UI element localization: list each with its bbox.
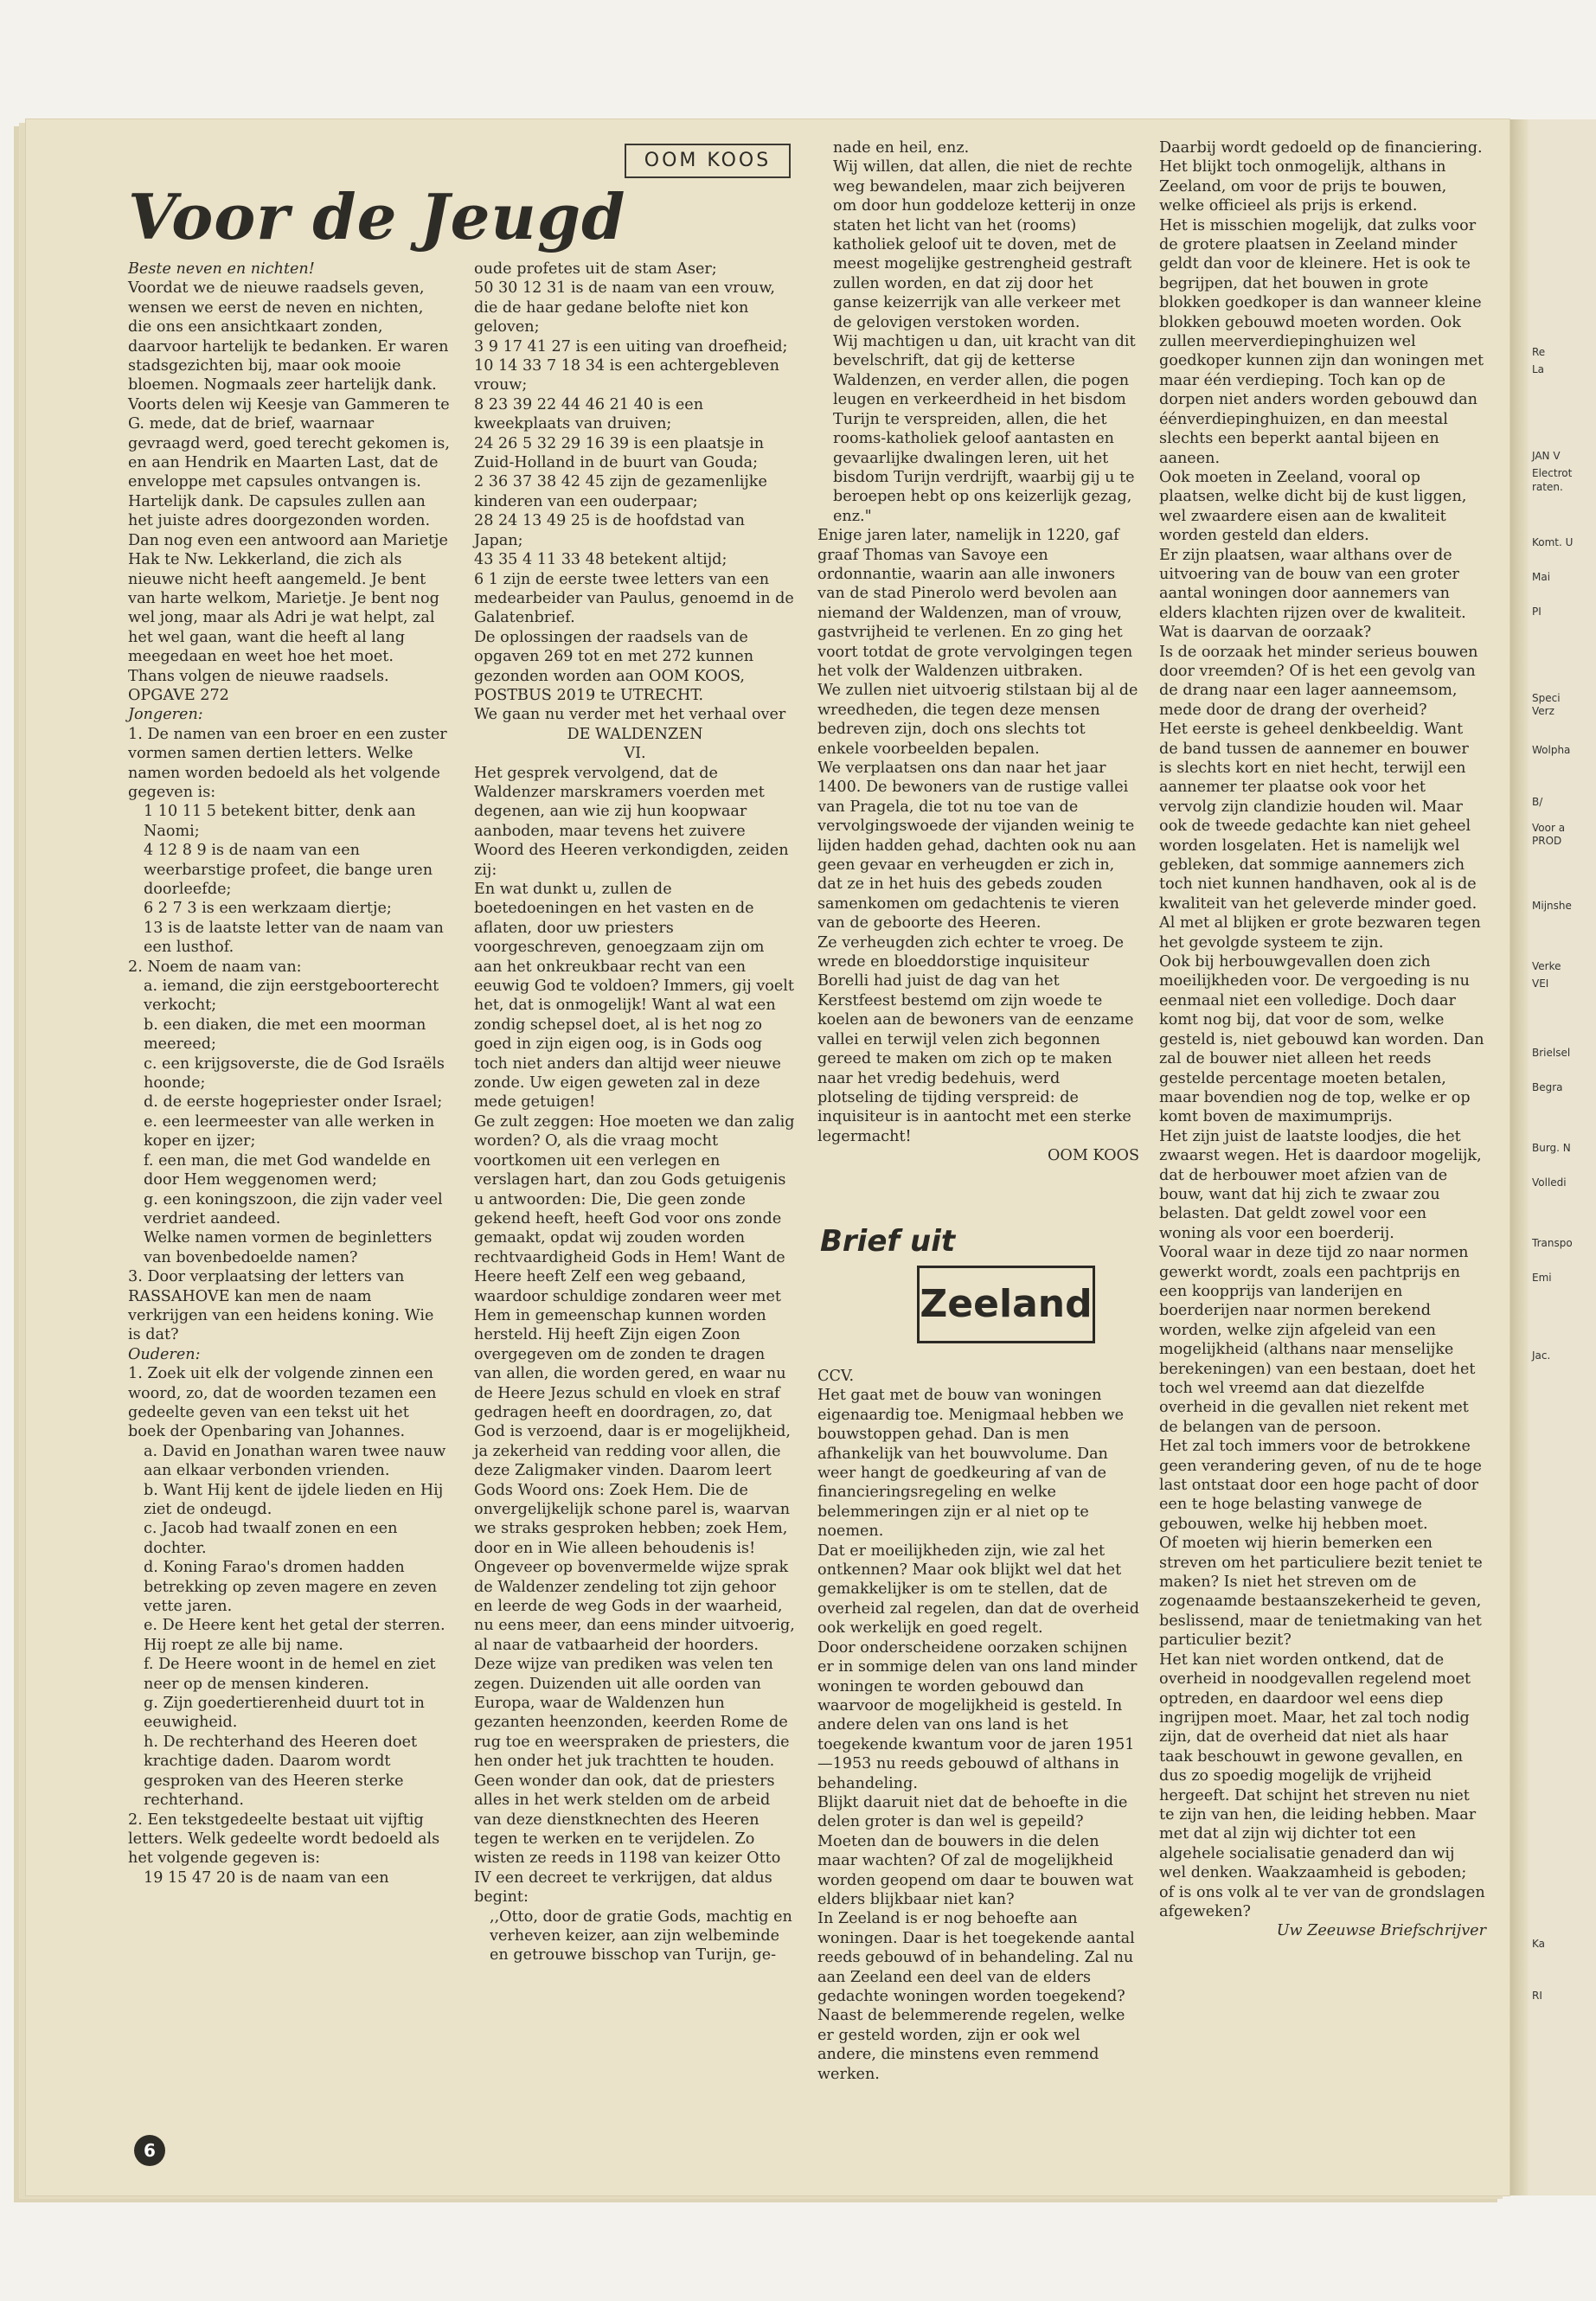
- paragraph: 2 36 37 38 42 45 zijn de gezamenlijke kinderen van een ouderpaar;: [474, 473, 767, 510]
- page-title: Voor de Jeugd: [128, 180, 626, 253]
- paragraph: b. een diaken, die met een moorman meereed;: [144, 1016, 426, 1054]
- paragraph: 6 1 zijn de eerste twee letters van een medearbeider van Paulus, genoemd in de Galatenbrief.: [474, 570, 794, 627]
- paragraph: d. Koning Farao's dromen hadden betrekking op zeven magere en zeven vette jaren.: [144, 1559, 438, 1616]
- paragraph: 1. De namen van een broer en een zuster vormen samen dertien letters. Welke namen worden bedoeld als het volgende gegeven is:: [128, 725, 447, 801]
- paragraph: We gaan nu verder met het verhaal over: [474, 706, 786, 724]
- paragraph: b. Want Hij kent de ijdele lieden en Hij ziet de ondeugd.: [144, 1481, 444, 1518]
- next-page-fragment: B/: [1532, 796, 1543, 808]
- paragraph: Voorts delen wij Keesje van Gammeren te G. mede, dat de brief, waarnaar gevraagd werd, goed terecht gekomen is, en aan Hendrik en Maarten Last, dat de enveloppe met capsules ontvangen is. Hartelijk dank. De capsules zullen aan het juiste adres doorgezonden worden.: [128, 395, 450, 530]
- paragraph: Blijkt daaruit niet dat de behoefte in die delen groter is dan wel is gepeild? Moeten dan de bouwers in die delen maar wachten? Of zal de mogelijkheid worden geopend om daar te bouwen wat elders blijkbaar niet kan?: [817, 1793, 1134, 1908]
- column-2: [474, 260, 796, 1965]
- paragraph: Het gesprek vervolgend, dat de Waldenzer marskramers voerden met degenen, aan wie zij hun koopwaar aanboden, maar tevens het zuivere Woord des Heeren verkondigden, zeiden zij:: [474, 764, 789, 879]
- brief-uit-heading: Brief uit: [820, 1224, 956, 1259]
- paragraph: We zullen niet uitvoerig stilstaan bij al de wreedheden, die tegen deze mensen bedreven zijn, doch ons slechts tot enkele voorbeelden bepalen.: [817, 682, 1138, 758]
- next-page-fragment: Mijnshe: [1532, 900, 1572, 912]
- adjacent-page-strip: [1529, 119, 1596, 2195]
- paragraph: Vooral waar in deze tijd zo naar normen gewerkt wordt, zoals een pachtprijs en een koopprijs van landerijen en boerderijen naar normen berekend worden, welke zijn afgeleid van een mogelijkheid (althans naar menselijke berekeningen) van een bestaan, doet het toch wel vreemd aan dat diezelfde overheid in die gevallen niet rekent met de belangen van de persoon.: [1159, 1244, 1476, 1436]
- next-page-fragment: PI: [1532, 606, 1542, 618]
- paragraph: 6 2 7 3 is een werkzaam diertje;: [144, 900, 392, 918]
- paragraph: Ge zult zeggen: Hoe moeten we dan zalig worden? O, als die vraag mocht voortkomen uit een verlegen en verslagen hart, dan zou Gods getuigenis u antwoorden: Die, Die geen zonde gekend heeft, heeft God voor ons zonde gemaakt, opdat wij zouden worden rechtvaardigheid Gods in Hem! Want de Heere heeft Zelf een weg gebaand, waardoor schuldige zondaren weer met Hem in gemeenschap kunnen worden hersteld. Hij heeft Zijn eigen Zoon overgegeven om de zonden te dragen van allen, die worden gered, en waar nu de Heere Jezus schuld en vloek en straf gedragen heeft en doordragen, zo, dat God is verzoend, daar is er mogelijkheid, ja zekerheid van redding voor allen, die deze Zaligmaker vinden. Daarom leert Gods Woord ons: Zoek Hem. Die de onvergelijkelijk schone parel is, waarvan we straks gesproken hebben; zoek Hem, door en in Wie alleen behoudenis is!: [474, 1112, 795, 1557]
- paragraph: Ook moeten in Zeeland, vooral op plaatsen, welke dicht bij de kust liggen, wel zwaardere eisen aan de kwaliteit worden gesteld dan elders.: [1159, 468, 1467, 545]
- paragraph: 1. Zoek uit elk der volgende zinnen een woord, zo, dat de woorden tezamen een gedeelte geven van een tekst uit het boek der Openbaring van Johannes.: [128, 1365, 437, 1441]
- paragraph: nade en heil, enz.: [833, 139, 970, 157]
- paragraph: We verplaatsen ons dan naar het jaar 1400. De bewoners van de rustige vallei van Pragela, die tot nu toe van de vervolgingswoede der vijanden weinig te lijden hadden gehad, dachten ook nu aan geen gevaar en verheugden er zich in, dat ze in het huis des gebeds zouden samenkomen om gedachtenis te vieren van de geboorte des Heeren.: [817, 760, 1137, 933]
- paragraph: f. De Heere woont in de hemel en ziet neer op de mensen kinderen.: [144, 1656, 436, 1693]
- paragraph: En wat dunkt u, zullen de boetedoeningen en het vasten en de aflaten, door uw priesters voorgeschreven, genoegzaam zijn om aan het onkreukbaar recht van een eeuwig God te voldoen? Immers, gij voelt het, dat is onmogelijk! Want al wat een zondig schepsel doet, al is het nog zo goed in zijn eigen oog, is in Gods oog toch niet anders dan altijd weer nieuwe zonde. Uw eigen geweten zal in deze mede getuigen!: [474, 881, 794, 1112]
- paragraph: In Zeeland is er nog behoefte aan woningen. Daar is het toegekende aantal reeds gebouwd of in behandeling. Zal nu aan Zeeland een deel van de elders gedachte woningen worden toegekend? Naast de belemmerende regelen, welke er gesteld worden, zijn er ook wel andere, die minstens even remmend werken.: [817, 1910, 1135, 2083]
- oom-koos-header-box: OOM KOOS: [625, 144, 791, 178]
- paragraph: 43 35 4 11 33 48 betekent altijd;: [474, 551, 727, 569]
- next-page-fragment: Komt. U: [1532, 536, 1574, 548]
- paragraph: d. de eerste hogepriester onder Israel;: [144, 1093, 443, 1112]
- paragraph: e. een leermeester van alle werken in koper en ijzer;: [144, 1112, 435, 1150]
- paragraph: De oplossingen der raadsels van de opgaven 269 tot en met 272 kunnen gezonden worden aan OOM KOOS, POSTBUS 2019 te UTRECHT.: [474, 628, 754, 704]
- next-page-fragment: Voor a: [1532, 822, 1566, 834]
- next-page-fragment: Begra: [1532, 1081, 1563, 1093]
- next-page-fragment: RI: [1532, 1990, 1542, 2002]
- zeeland-heading-box: Zeeland: [917, 1266, 1095, 1343]
- paragraph: Of moeten wij hierin bemerken een streven om het particuliere bezit teniet te maken? Is niet het streven om de zogenaamde bestaanszekerheid te geven, beslissend, maar de tenietmaking van het particulier bezit?: [1159, 1535, 1483, 1650]
- paragraph: CCV.: [817, 1368, 855, 1385]
- paragraph: Jongeren:: [128, 706, 203, 724]
- paragraph: Is de oorzaak het minder serieus bouwen door vreemden? Of is het een gevolg van de drang naar een lager aanneemsom, mede door de drang der overheid?: [1159, 643, 1478, 719]
- paragraph: VI.: [624, 745, 646, 763]
- paragraph: Het zijn juist de laatste loodjes, die het zwaarst wegen. Het is daardoor mogelijk, dat de herbouwer moet afzien van de bouw, want dat hij zich te zwaar zou belasten. Dat geldt zowel voor een woning als voor een boerderij.: [1159, 1127, 1482, 1242]
- paragraph: g. Zijn goedertierenheid duurt tot in eeuwigheid.: [144, 1695, 425, 1732]
- paragraph: Dat er moeilijkheden zijn, wie zal het ontkennen? Maar ook blijkt wel dat het gemakkelijker is om te stellen, dat de overheid zal regelen, dan dat de overheid ook werkelijk en goed regelt.: [817, 1541, 1139, 1638]
- paragraph: 3. Door verplaatsing der letters van RASSAHOVE kan men de naam verkrijgen van een heidens koning. Wie is dat?: [128, 1268, 434, 1344]
- paragraph: c. Jacob had twaalf zonen en een dochter.: [144, 1520, 398, 1557]
- next-page-fragment: PROD: [1532, 835, 1562, 847]
- paragraph: Door onderscheidene oorzaken schijnen er in sommige delen van ons land minder woningen te worden gebouwd dan waarvoor de mogelijkheid is gesteld. In andere delen van ons land is het toegekende kwantum voor de jaren 1951—1953 nu reeds gebouwd of althans in behandeling.: [817, 1638, 1138, 1792]
- paragraph: OPGAVE 272: [128, 686, 229, 704]
- next-page-fragment: VEI: [1532, 977, 1549, 990]
- next-page-fragment: La: [1532, 363, 1545, 375]
- paragraph: 50 30 12 31 is de naam van een vrouw, die de haar gedane belofte niet kon geloven;: [474, 279, 775, 336]
- paragraph: Er zijn plaatsen, waar althans over de uitvoering van de bouw van een groter aantal woningen door aannemers van elders klachten rijzen over de kwaliteit. Wat is daarvan de oorzaak?: [1159, 546, 1466, 642]
- next-page-fragment: Jac.: [1532, 1349, 1551, 1362]
- next-page-fragment: raten.: [1532, 481, 1563, 493]
- paragraph: Voordat we de nieuwe raadsels geven, wensen we eerst de neven en nichten, die ons een ansichtkaart zonden, daarvoor hartelijk te bedanken. Er waren stadsgezichten bij, maar ook mooie bloemen. Nogmaals zeer hartelijk dank.: [128, 279, 449, 394]
- paragraph: Ongeveer op bovenvermelde wijze sprak de Waldenzer zendeling tot zijn gehoor en leerde de weg Gods in der waarheid, nu eens meer, dan eens minder uitvoerig, al naar de vatbaarheid der hoorders. Deze wijze van prediken was velen ten zegen. Duizenden uit alle oorden van Europa, waar de Waldenzen hun gezanten heenzonden, keerden Rome de rug toe en weerspraken de priesters, die hen onder het juk trachtten te houden.: [474, 1559, 795, 1771]
- paragraph: Welke namen vormen de beginletters van bovenbedoelde namen?: [144, 1229, 433, 1266]
- next-page-fragment: Burg. N: [1532, 1142, 1571, 1154]
- paragraph: Het eerste is geheel denkbeeldig. Want de band tussen de aannemer en bouwer is slechts kort en niet hecht, terwijl een aannemer ter plaatse ook voor het vervolg zijn clandizie houden wil. Maar ook de tweede gedachte kan niet geheel worden losgelaten. Het is namelijk wel gebleken, dat sommige aannemers zich toch niet kunnen handhaven, ook al is de kwaliteit van het geleverde minder goed.: [1159, 721, 1477, 913]
- paragraph: Ook bij herbouwgevallen doen zich moeilijkheden voor. De vergoeding is nu eenmaal niet een volledige. Doch daar komt nog bij, dat voor de som, welke gesteld is, niet gebouwd kan worden. Dan zal de bouwer niet alleen het reeds gestelde percentage moeten betalen, maar bovendien nog de top, welke er op komt boven de maximumprijs.: [1159, 953, 1484, 1126]
- paragraph: Al met al blijken er grote bezwaren tegen het gevolgde systeem te zijn.: [1159, 914, 1481, 952]
- paragraph: 13 is de laatste letter van de naam van een lusthof.: [144, 919, 444, 957]
- next-page-fragment: Volledi: [1532, 1176, 1567, 1189]
- paragraph: Wij machtigen u dan, uit kracht van dit bevelschrift, dat gij de ketterse Waldenzen, en verder allen, die pogen leugen en verkeerdheid in het bisdom Turijn te verspreiden, allen, die het rooms-katholiek geloof aantasten en gevaarlijke dwalingen leren, uit het bisdom Turijn verdrijft, waarbij gij u te beroepen hebt op ons keizerlijk gezag, enz.": [833, 333, 1136, 525]
- column-4: [1159, 138, 1486, 1941]
- paragraph: Het zal toch immers voor de betrokkene geen verandering geven, of nu de te hoge last ontstaat door een hoge pacht of door een te hoge belasting vanwege de gebouwen, welke hij hebben moet.: [1159, 1438, 1482, 1533]
- paragraph: Ze verheugden zich echter te vroeg. De wrede en bloeddorstige inquisiteur Borelli had juist de dag van het Kerstfeest bestemd om zijn woede te koelen aan de bewoners van de eenzame vallei en terwijl velen zich begonnen gereed te maken om zich op te maken naar het vredig bedehuis, werd plotseling de tijding verspreid: de inquisiteur is in aantocht met een sterke legermacht!: [817, 933, 1134, 1145]
- next-page-fragment: Verz: [1532, 705, 1554, 717]
- paragraph: 19 15 47 20 is de naam van een: [144, 1868, 389, 1887]
- paragraph: DE WALDENZEN: [567, 725, 703, 743]
- paragraph: 3 9 17 41 27 is een uiting van droefheid;: [474, 337, 788, 356]
- page-edge: [1509, 119, 1529, 2195]
- paragraph: 4 12 8 9 is de naam van een weerbarstige profeet, die bange uren doorleefde;: [144, 842, 433, 898]
- paragraph: e. De Heere kent het getal der sterren. Hij roept ze alle bij name.: [144, 1617, 445, 1654]
- paragraph: 8 23 39 22 44 46 21 40 is een kweekplaats van druiven;: [474, 395, 704, 433]
- next-page-fragment: Speci: [1532, 692, 1561, 704]
- column-3: [817, 138, 1139, 1166]
- paragraph: 24 26 5 32 29 16 39 is een plaatsje in Zuid-Holland in de buurt van Gouda;: [474, 434, 765, 472]
- paragraph: Daarbij wordt gedoeld op de financiering. Het blijkt toch onmogelijk, althans in Zeeland, om voor de prijs te bouwen, welke officieel als prijs is erkend.: [1159, 139, 1483, 215]
- paragraph: 28 24 13 49 25 is de hoofdstad van Japan;: [474, 512, 745, 549]
- next-page-fragment: Ka: [1532, 1938, 1546, 1950]
- paragraph: Het is misschien mogelijk, dat zulks voor de grotere plaatsen in Zeeland minder geldt dan voor de kleinere. Het is ook te begrijpen, dat het bouwen in grote blokken goedkoper is dan wanneer kleine blokken gebouwd moeten worden. Ook zullen meerverdiepinghuizen wel goedkoper kunnen zijn dan woningen met maar één verdieping. Toch kan op de dorpen niet anders worden gebouwd dan éénverdiepinghuizen, en dan meestal slechts een beperkt aantal bijeen en aaneen.: [1159, 216, 1484, 467]
- paragraph: f. een man, die met God wandelde en door Hem weggenomen werd;: [144, 1151, 431, 1189]
- paragraph: 1 10 11 5 betekent bitter, denk aan Naomi;: [144, 803, 416, 840]
- paragraph: Dan nog even een antwoord aan Marietje Hak te Nw. Lekkerland, die zich als nieuwe nicht heeft aangemeld. Je bent van harte welkom, Marietje. Je bent nog wel jong, maar als Adri je wat helpt, zal het wel gaan, want die heeft al lang meegedaan en weet hoe het moet.: [128, 531, 448, 666]
- paragraph: OOM KOOS: [1047, 1147, 1139, 1165]
- paragraph: Het kan niet worden ontkend, dat de overheid in noodgevallen regelend moet optreden, en daardoor wel eens diep ingrijpen moet. Maar, het zal toch nodig zijn, dat de overheid dat niet als haar taak beschouwt in gewone gevallen, en dus zo spoedig mogelijk de vrijheid hergeeft. Dat schijnt het streven nu niet te zijn van hen, die leiding hebben. Maar met dat al zijn wij dichter tot een algehele socialisatie genaderd dan wij wel denken. Waakzaamheid is geboden; of is ons volk al te ver van de grondslagen afgeweken?: [1159, 1650, 1485, 1920]
- paragraph: Ouderen:: [128, 1345, 201, 1363]
- paragraph: oude profetes uit de stam Aser;: [474, 260, 717, 278]
- paragraph: 10 14 33 7 18 34 is een achtergebleven vrouw;: [474, 357, 779, 394]
- paragraph: h. De rechterhand des Heeren doet krachtige daden. Daarom wordt gesproken van des Heeren sterke rechterhand.: [144, 1733, 418, 1810]
- next-page-fragment: Electrot: [1532, 467, 1573, 479]
- paragraph: 2. Noem de naam van:: [128, 958, 302, 976]
- paragraph: Enige jaren later, namelijk in 1220, gaf graaf Thomas van Savoye een ordonnantie, waarin aan alle inwoners van de stad Pinerolo werd bevolen aan niemand der Waldenzen, man of vrouw, gastvrijheid te verlenen. En zo ging het voort totdat de grote vervolgingen tegen het volk der Waldenzen uitbraken.: [817, 527, 1133, 680]
- paragraph: a. iemand, die zijn eerstgeboorterecht verkocht;: [144, 977, 439, 1015]
- paragraph: Uw Zeeuwse Briefschrijver: [1276, 1922, 1486, 1940]
- paragraph: ,,Otto, door de gratie Gods, machtig en verheven keizer, aan zijn welbeminde en getrouwe bisschop van Turijn, ge-: [490, 1907, 792, 1965]
- next-page-fragment: Wolpha: [1532, 744, 1571, 756]
- paragraph: Thans volgen de nieuwe raadsels.: [128, 667, 389, 685]
- paragraph: Geen wonder dan ook, dat de priesters alles in het werk stelden om de arbeid van deze dienstknechten des Heeren tegen te werken en te verijdelen. Zo wisten ze reeds in 1198 van keizer Otto IV een decreet te verkrijgen, dat aldus begint:: [474, 1772, 781, 1907]
- column-1: [128, 260, 450, 1888]
- paragraph: Het gaat met de bouw van woningen eigenaardig toe. Menigmaal hebben we bouwstoppen gehad. Dan is men afhankelijk van het bouwvolume. Dan weer hangt de goedkeuring af van de financieringsregeling en welke belemmeringen zijn er al niet op te noemen.: [817, 1387, 1125, 1541]
- next-page-fragment: Re: [1532, 346, 1546, 358]
- paragraph: Wij willen, dat allen, die niet de rechte weg bewandelen, maar zich beijveren om door hun goddeloze ketterij in onze staten het licht van het (rooms) katholiek geloof uit te doven, met de meest mogelijke gestrengheid gestraft zullen worden, en dat zij door het ganse keizerrijk van alle verkeer met de gelovigen verstoken worden.: [833, 158, 1137, 331]
- page-number: 6: [134, 2135, 165, 2166]
- next-page-fragment: JAN V: [1532, 450, 1561, 462]
- paragraph: g. een koningszoon, die zijn vader veel verdriet aandeed.: [144, 1190, 443, 1227]
- next-page-fragment: Emi: [1532, 1272, 1552, 1284]
- next-page-fragment: Brielsel: [1532, 1047, 1571, 1059]
- paragraph: a. David en Jonathan waren twee nauw aan elkaar verbonden vrienden.: [144, 1442, 446, 1480]
- paragraph: Beste neven en nichten!: [128, 260, 315, 278]
- next-page-fragment: Verke: [1532, 960, 1561, 972]
- next-page-fragment: Mai: [1532, 571, 1551, 583]
- column-3-letter: [817, 1367, 1139, 2084]
- next-page-fragment: Transpo: [1532, 1237, 1573, 1249]
- paragraph: 2. Een tekstgedeelte bestaat uit vijftig letters. Welk gedeelte wordt bedoeld als het volgende gegeven is:: [128, 1811, 440, 1868]
- paragraph: c. een krijgsoverste, die de God Israëls hoonde;: [144, 1054, 445, 1093]
